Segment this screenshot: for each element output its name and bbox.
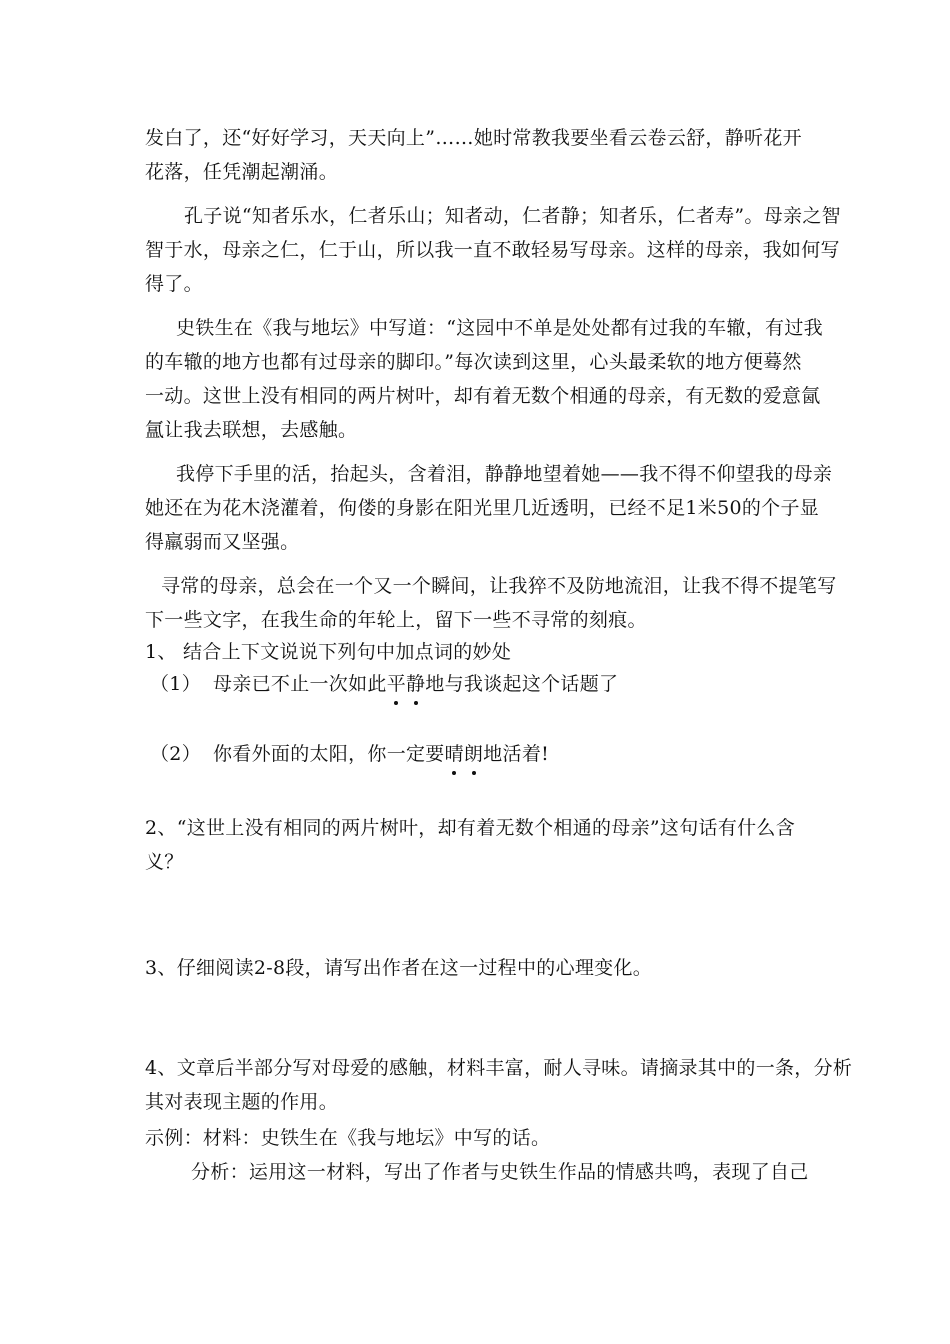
paragraph-line: 寻常的母亲，总会在一个又一个瞬间，让我猝不及防地流泪，让我不得不提笔写 (161, 575, 837, 597)
paragraph-line: 得了。 (145, 273, 203, 295)
paragraph-line: 得羸弱而又坚强。 (145, 531, 300, 553)
paragraph-line: 一动。这世上没有相同的两片树叶，却有着无数个相通的母亲，有无数的爱意氤 (145, 385, 821, 407)
paragraph-line: 的车辙的地方也都有过母亲的脚印。”每次读到这里，心头最柔软的地方便蓦然 (145, 351, 802, 373)
question-2-line: 2、“这世上没有相同的两片树叶，却有着无数个相通的母亲”这句话有什么含 (145, 817, 796, 839)
dotted-char: 静 (406, 673, 426, 695)
sentence-part: 地与我谈起这个话题了 (425, 673, 619, 695)
paragraph-line: 智于水，母亲之仁，仁于山，所以我一直不敢轻易写母亲。这样的母亲，我如何写 (145, 239, 840, 261)
question-1-2 (150, 742, 830, 766)
paragraph-line: 她还在为花木浇灌着，佝偻的身影在阳光里几近透明，已经不足1米50的个子显 (145, 497, 820, 519)
example-material: 示例：材料：史铁生在《我与地坛》中写的话。 (145, 1127, 551, 1149)
question-3: 3、仔细阅读2-8段，请写出作者在这一过程中的心理变化。 (145, 957, 653, 979)
question-4-line: 4、文章后半部分写对母爱的感触，材料丰富，耐人寻味。请摘录其中的一条，分析 (145, 1057, 853, 1079)
example-analysis: 分析：运用这一材料，写出了作者与史铁生作品的情感共鸣，表现了自己 (191, 1161, 809, 1183)
sentence-part: 母亲已不止一次如此 (213, 673, 387, 695)
question-1-heading: 1、 结合上下文说说下列句中加点词的妙处 (145, 641, 512, 663)
item-number: （1） (150, 673, 201, 695)
question-2-line: 义？ (145, 851, 184, 873)
paragraph-line: 下一些文字，在我生命的年轮上，留下一些不寻常的刻痕。 (145, 609, 647, 631)
paragraph-line: 氲让我去联想，去感触。 (145, 419, 358, 441)
question-1-1 (150, 672, 830, 696)
dotted-char: 晴 (444, 743, 464, 765)
paragraph-line: 花落，任凭潮起潮涌。 (145, 161, 339, 183)
paragraph-line: 我停下手里的活，抬起头，含着泪，静静地望着她——我不得不仰望我的母亲 (176, 463, 833, 485)
paragraph-line: 孔子说“知者乐水，仁者乐山；知者动，仁者静；知者乐，仁者寿”。母亲之智 (184, 205, 841, 227)
sentence-part: 地活着! (483, 743, 550, 765)
item-number: （2） (150, 743, 201, 765)
dotted-char: 朗 (463, 743, 484, 765)
question-4-line: 其对表现主题的作用。 (145, 1091, 339, 1113)
dotted-char: 平 (386, 673, 407, 695)
paragraph-line: 发白了，还“好好学习，天天向上”……她时常教我要坐看云卷云舒，静听花开 (145, 127, 802, 149)
paragraph-line: 史铁生在《我与地坛》中写道：“这园中不单是处处都有过我的车辙，有过我 (176, 317, 823, 339)
sentence-part: 你看外面的太阳，你一定要 (213, 743, 445, 765)
